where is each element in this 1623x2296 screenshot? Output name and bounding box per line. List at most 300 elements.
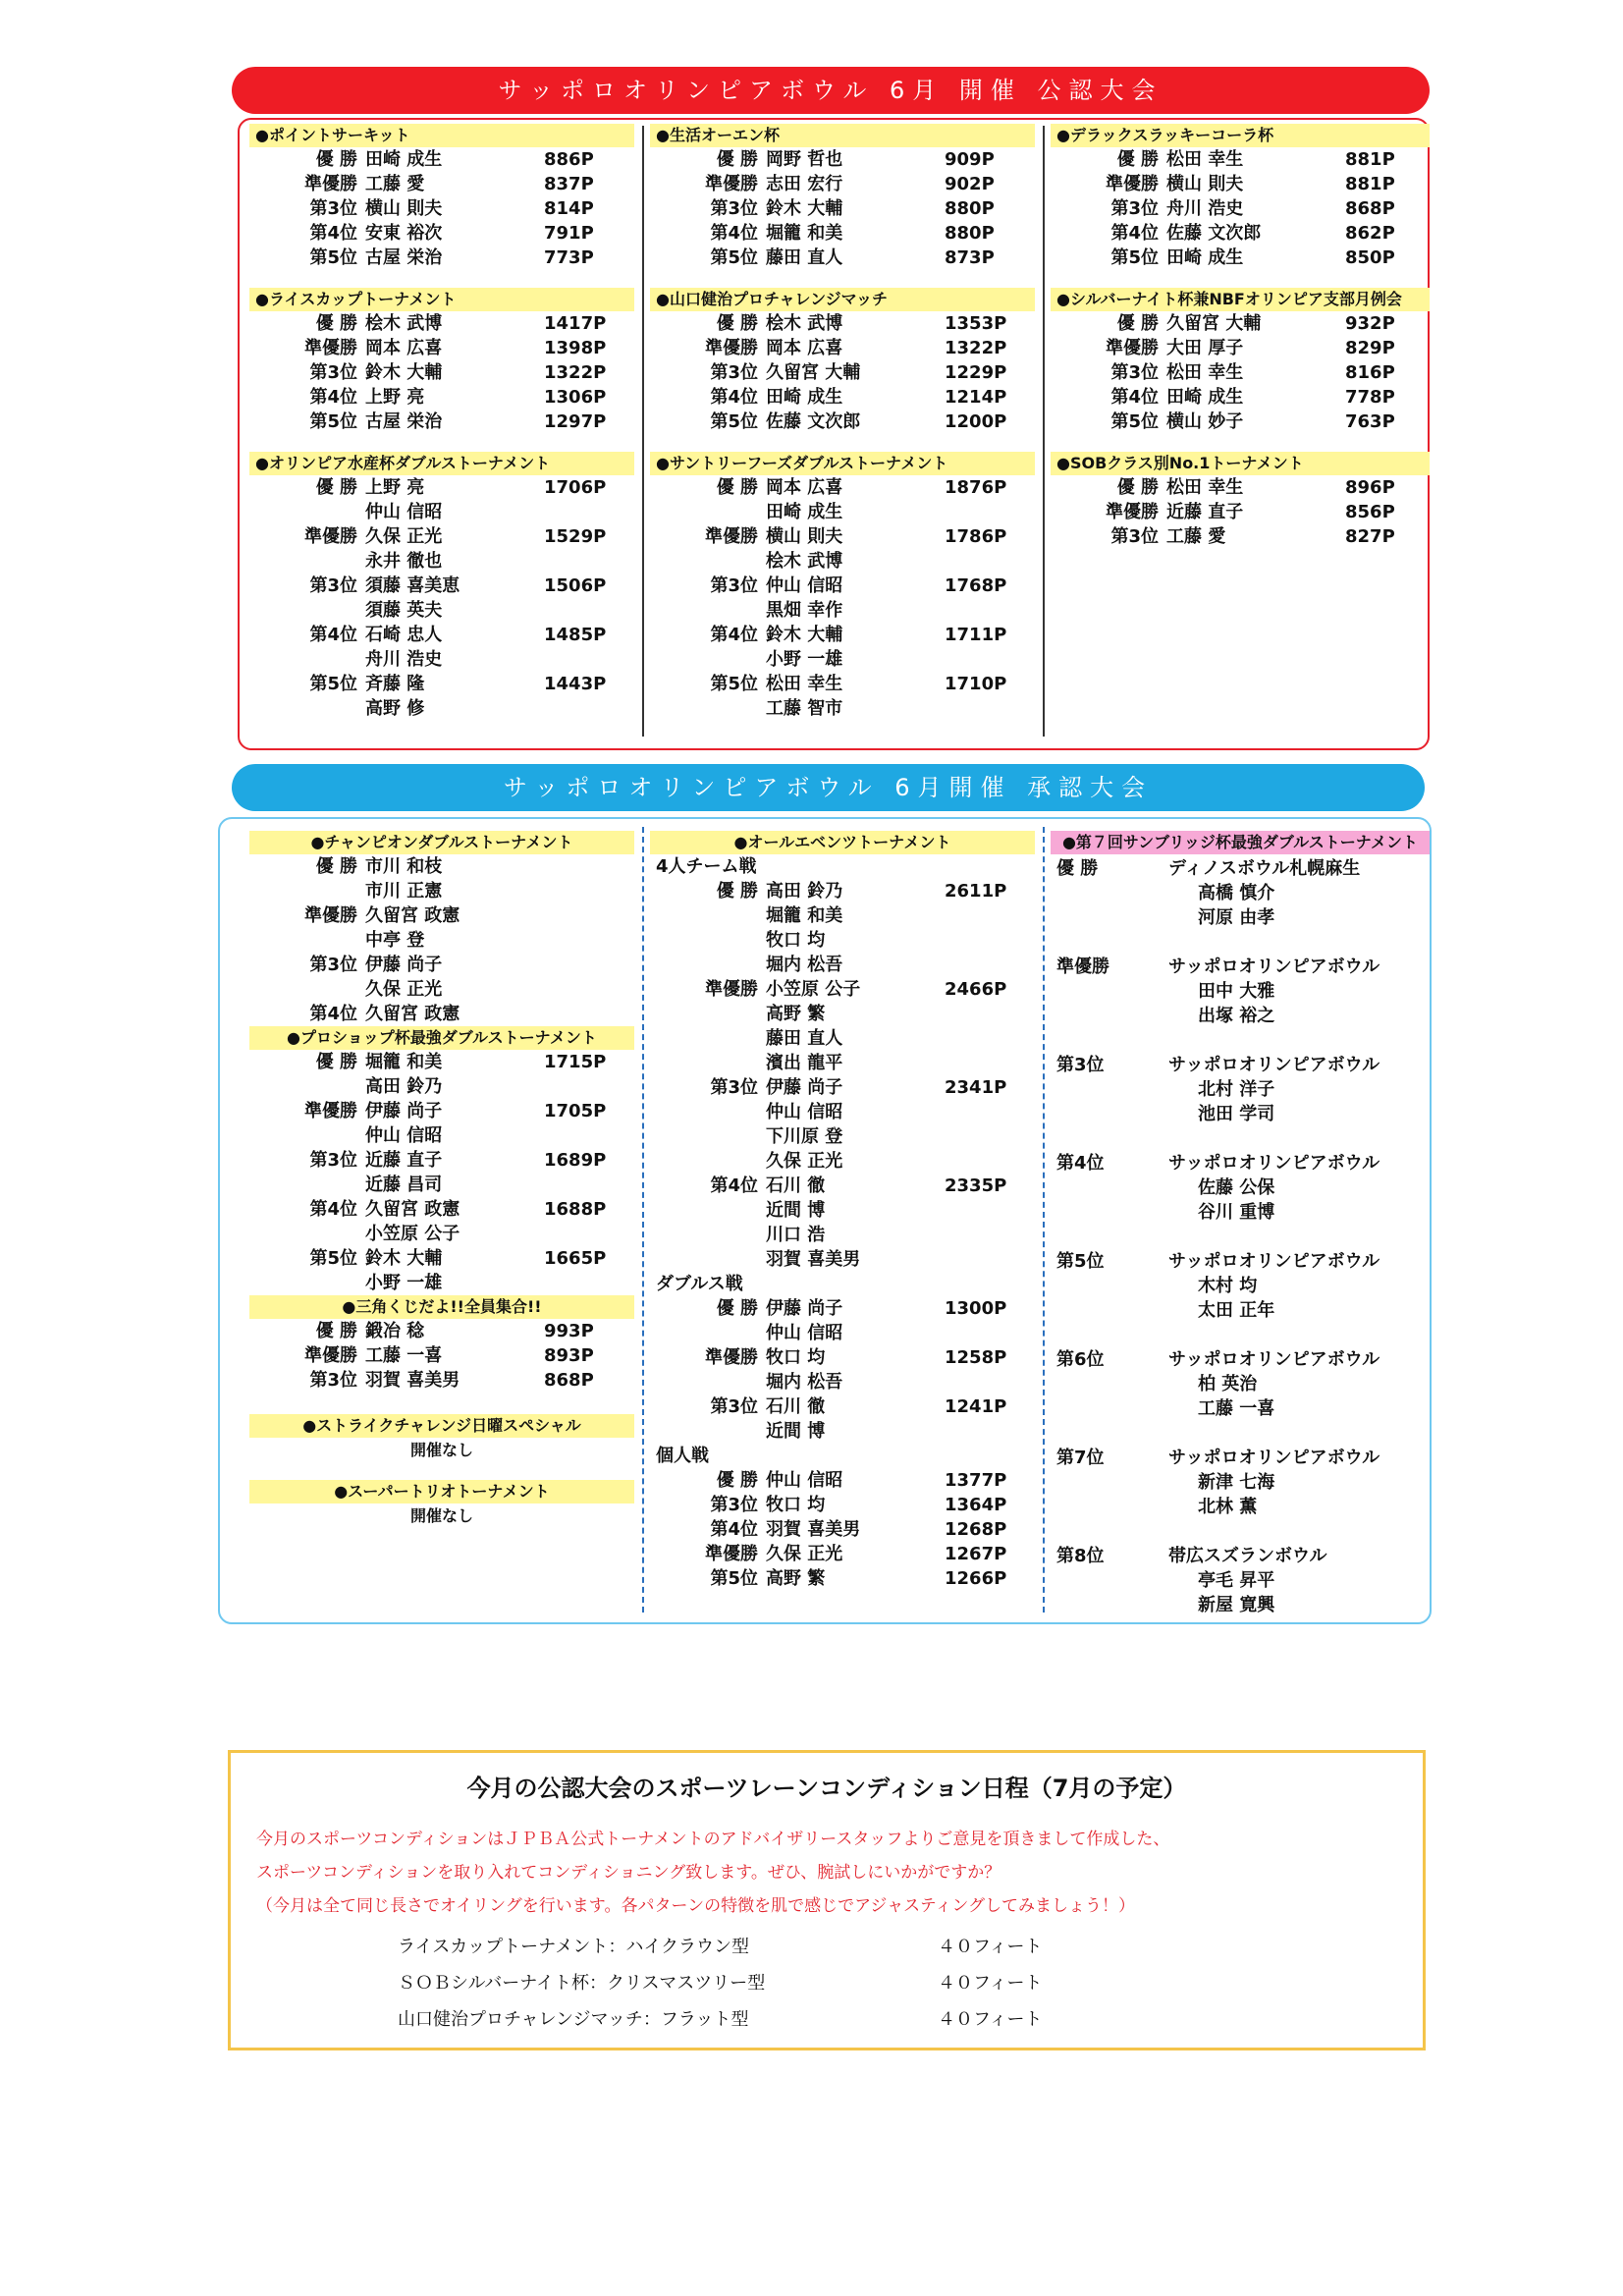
result-row xyxy=(650,953,1035,977)
result-row xyxy=(650,549,1035,574)
player-name: 岡本 広喜 xyxy=(365,338,443,358)
player-name: 鈴木 大輔 xyxy=(365,1248,443,1269)
result-row xyxy=(650,1370,1035,1394)
team-result xyxy=(1051,1053,1430,1126)
rank-label: 準優勝 xyxy=(1106,338,1159,358)
player-name: 堀内 松吾 xyxy=(766,955,843,975)
rank-label: 第4位 xyxy=(309,1004,357,1024)
result-row xyxy=(650,879,1035,903)
result-row xyxy=(249,696,634,721)
team-row xyxy=(1051,1249,1430,1274)
score-value: 850P xyxy=(1345,247,1395,268)
rank-label: 優 勝 xyxy=(1116,313,1159,334)
course-row xyxy=(231,1965,1423,2001)
player-name: 鍛冶 稔 xyxy=(365,1321,425,1341)
score-value: 886P xyxy=(544,149,594,170)
player-name: 鈴木 大輔 xyxy=(365,362,443,383)
player-name: 濱出 龍平 xyxy=(766,1053,843,1073)
rank-label: 第3位 xyxy=(710,1495,758,1515)
score-value: 893P xyxy=(544,1345,594,1366)
player-name: 横山 妙子 xyxy=(1166,411,1244,432)
rank-label: 準優勝 xyxy=(304,1345,357,1366)
team-row xyxy=(1051,1151,1430,1175)
result-row xyxy=(249,524,634,549)
player-name: 松田 幸生 xyxy=(1166,477,1244,498)
result-row xyxy=(1051,311,1430,336)
rank-label: 準優勝 xyxy=(1056,957,1109,977)
player-name: 伊藤 尚子 xyxy=(365,1101,443,1121)
result-row xyxy=(249,1222,634,1246)
player-name: 舟川 浩史 xyxy=(365,649,443,670)
score-value: 1705P xyxy=(544,1101,607,1121)
section-title: ●第７回サンブリッジ杯最強ダブルストーナメント xyxy=(1051,831,1430,854)
rank-label: 第4位 xyxy=(309,1199,357,1220)
player-name: 佐藤 文次郎 xyxy=(766,411,861,432)
result-row xyxy=(1051,410,1430,434)
player-name: 羽賀 喜美男 xyxy=(766,1249,861,1270)
result-row xyxy=(249,1099,634,1123)
result-row xyxy=(650,1468,1035,1493)
course-name: ライスカップトーナメント：ハイクラウン型 xyxy=(398,1937,750,1957)
player-name: 亭毛 昇平 xyxy=(1198,1570,1275,1591)
member-row xyxy=(1051,1298,1430,1323)
rank-label: 準優勝 xyxy=(705,526,758,547)
score-value: 837P xyxy=(544,174,594,194)
player-name: 藤田 直人 xyxy=(766,247,843,268)
rank-label: 優 勝 xyxy=(716,1298,758,1319)
score-value: 1665P xyxy=(544,1248,607,1269)
score-value: 2466P xyxy=(945,979,1007,1000)
course-row xyxy=(231,1929,1423,1965)
rank-label: 第3位 xyxy=(710,1396,758,1417)
rank-label: 準優勝 xyxy=(304,526,357,547)
player-name: 岡本 広喜 xyxy=(766,477,843,498)
rank-label: 準優勝 xyxy=(1106,502,1159,522)
result-row xyxy=(650,360,1035,385)
section-title: ●ポイントサーキット xyxy=(249,124,634,147)
player-name: 石川 徹 xyxy=(766,1396,826,1417)
rank-label: 第4位 xyxy=(710,223,758,244)
result-row xyxy=(249,221,634,246)
team-name: サッポロオリンピアボウル xyxy=(1168,957,1380,977)
player-name: 横山 則夫 xyxy=(365,198,443,219)
score-value: 773P xyxy=(544,247,594,268)
section-title: ●デラックスラッキーコーラ杯 xyxy=(1051,124,1430,147)
rank-label: 第5位 xyxy=(309,247,357,268)
member-row xyxy=(1051,1004,1430,1028)
player-name: 工藤 愛 xyxy=(1166,526,1226,547)
result-row xyxy=(650,311,1035,336)
rank-label: 第3位 xyxy=(309,1150,357,1171)
rank-label: 優 勝 xyxy=(315,856,357,877)
score-value: 816P xyxy=(1345,362,1395,383)
section-title: ●生活オーエン杯 xyxy=(650,124,1035,147)
score-value: 1485P xyxy=(544,625,607,645)
player-name: 横山 則夫 xyxy=(766,526,843,547)
score-value: 1306P xyxy=(544,387,607,408)
rank-label: 第3位 xyxy=(1110,198,1159,219)
result-row xyxy=(1051,246,1430,270)
score-value: 880P xyxy=(945,198,995,219)
rank-label: 優 勝 xyxy=(315,313,357,334)
rank-label: 準優勝 xyxy=(705,174,758,194)
course-name: ＳＯＢシルバーナイト杯：クリスマスツリー型 xyxy=(398,1973,766,1994)
subsection-title: ダブルス戦 xyxy=(656,1274,743,1294)
team-result xyxy=(1051,1347,1430,1421)
result-row xyxy=(249,1002,634,1026)
info-line: 今月のスポーツコンディションはＪＰＢＡ公式トーナメントのアドバイザリースタッフよりご意見を頂きまして作成した、 xyxy=(256,1830,1170,1849)
result-row xyxy=(650,1247,1035,1272)
result-row xyxy=(650,1198,1035,1223)
score-value: 778P xyxy=(1345,387,1395,408)
score-value: 1786P xyxy=(945,526,1007,547)
section-title: ●山口健治プロチャレンジマッチ xyxy=(650,288,1035,311)
score-value: 1715P xyxy=(544,1052,607,1072)
result-row xyxy=(650,147,1035,172)
score-value: 1710P xyxy=(945,674,1007,694)
result-row xyxy=(249,1148,634,1173)
player-name: 工藤 愛 xyxy=(365,174,425,194)
player-name: 佐藤 文次郎 xyxy=(1166,223,1262,244)
divider xyxy=(642,827,644,1613)
result-row xyxy=(650,647,1035,672)
score-value: 896P xyxy=(1345,477,1395,498)
rank-label: 準優勝 xyxy=(705,1544,758,1564)
result-row xyxy=(650,475,1035,500)
score-value: 1443P xyxy=(544,674,607,694)
info-title: 今月の公認大会のスポーツレーンコンディション日程（7月の予定） xyxy=(466,1775,1187,1802)
tournament-section xyxy=(249,1480,634,1528)
player-name: 舟川 浩史 xyxy=(1166,198,1244,219)
player-name: 松田 幸生 xyxy=(766,674,843,694)
player-name: 川口 浩 xyxy=(766,1225,826,1245)
player-name: 河原 由孝 xyxy=(1198,907,1275,928)
player-name: 田中 大雅 xyxy=(1198,981,1275,1002)
player-name: 仲山 信昭 xyxy=(365,1125,443,1146)
result-row xyxy=(249,879,634,903)
rank-label: 第3位 xyxy=(710,575,758,596)
player-name: 田崎 成生 xyxy=(1166,387,1244,408)
result-row xyxy=(650,928,1035,953)
result-row xyxy=(650,1419,1035,1444)
score-value: 881P xyxy=(1345,149,1395,170)
player-name: 堀籠 和美 xyxy=(365,1052,443,1072)
result-row xyxy=(249,953,634,977)
rank-label: 第3位 xyxy=(710,1077,758,1098)
player-name: 牧口 均 xyxy=(766,1347,826,1368)
player-name: 久留宮 政憲 xyxy=(365,1004,460,1024)
rank-label: 優 勝 xyxy=(716,313,758,334)
player-name: 黒畑 幸作 xyxy=(766,600,843,621)
rank-label: 第4位 xyxy=(309,387,357,408)
team-result xyxy=(1051,1446,1430,1519)
player-name: 中亭 登 xyxy=(365,930,425,951)
rank-label: 優 勝 xyxy=(1056,858,1099,879)
result-row xyxy=(650,623,1035,647)
section-title: ●オリンピア水産杯ダブルストーナメント xyxy=(249,452,634,475)
player-name: 鈴木 大輔 xyxy=(766,198,843,219)
rank-label: 第3位 xyxy=(309,955,357,975)
player-name: 横山 則夫 xyxy=(1166,174,1244,194)
result-row xyxy=(650,1542,1035,1566)
player-name: 柏 英治 xyxy=(1198,1374,1258,1394)
rank-label: 第3位 xyxy=(1110,526,1159,547)
member-row xyxy=(1051,905,1430,930)
rank-label: 第5位 xyxy=(710,1568,758,1589)
section-title: ●シルバーナイト杯兼NBFオリンピア支部月例会 xyxy=(1051,288,1430,311)
result-row xyxy=(650,221,1035,246)
result-row xyxy=(650,696,1035,721)
player-name: 近藤 直子 xyxy=(1166,502,1244,522)
tournament-section xyxy=(249,1295,634,1393)
tournament-section xyxy=(1051,124,1430,270)
result-row xyxy=(650,672,1035,696)
player-name: 北林 薫 xyxy=(1198,1497,1258,1517)
result-row xyxy=(1051,385,1430,410)
rank-label: 第3位 xyxy=(309,362,357,383)
rank-label: 第3位 xyxy=(1056,1055,1105,1075)
player-name: 近間 博 xyxy=(766,1421,826,1442)
player-name: 仲山 信昭 xyxy=(766,1470,843,1491)
section-title: ●サントリーフーズダブルストーナメント xyxy=(650,452,1035,475)
rank-label: 第3位 xyxy=(1110,362,1159,383)
rank-label: 第4位 xyxy=(309,625,357,645)
player-name: 高野 繁 xyxy=(766,1004,826,1024)
team-row xyxy=(1051,856,1430,881)
score-value: 868P xyxy=(544,1370,594,1391)
member-row xyxy=(1051,1102,1430,1126)
result-row xyxy=(650,1566,1035,1591)
result-row xyxy=(249,647,634,672)
rank-label: 第4位 xyxy=(1110,387,1159,408)
rank-label: 優 勝 xyxy=(315,1321,357,1341)
result-row xyxy=(650,385,1035,410)
player-name: 桧木 武博 xyxy=(766,551,843,572)
team-name: 帯広スズランボウル xyxy=(1168,1546,1327,1566)
player-name: 志田 宏行 xyxy=(766,174,843,194)
player-name: 新屋 寛興 xyxy=(1198,1595,1275,1615)
bottom-banner: サッポロオリンピアボウル 6月開催 承認大会 xyxy=(232,764,1425,811)
result-row xyxy=(249,172,634,196)
player-name: 高野 繁 xyxy=(766,1568,826,1589)
course-name: 山口健治プロチャレンジマッチ：フラット型 xyxy=(398,2009,749,2030)
player-name: 近藤 直子 xyxy=(365,1150,443,1171)
tournament-section xyxy=(249,124,634,270)
result-row xyxy=(1051,336,1430,360)
section-title: ●ライスカップトーナメント xyxy=(249,288,634,311)
rank-label: 第3位 xyxy=(309,1370,357,1391)
rank-label: 優 勝 xyxy=(716,881,758,902)
tournament-section xyxy=(650,124,1035,270)
player-name: 高橋 慎介 xyxy=(1198,883,1275,903)
team-name: ディノスボウル札幌麻生 xyxy=(1168,858,1361,879)
player-name: 新津 七海 xyxy=(1198,1472,1275,1493)
result-row xyxy=(650,574,1035,598)
player-name: 久留宮 大輔 xyxy=(1166,313,1262,334)
result-row xyxy=(1051,172,1430,196)
score-value: 1689P xyxy=(544,1150,607,1171)
score-value: 1706P xyxy=(544,477,607,498)
player-name: 大田 厚子 xyxy=(1166,338,1244,358)
result-row xyxy=(249,1343,634,1368)
result-row xyxy=(650,1100,1035,1124)
score-value: 862P xyxy=(1345,223,1395,244)
result-row xyxy=(650,500,1035,524)
player-name: 近間 博 xyxy=(766,1200,826,1221)
result-row xyxy=(249,574,634,598)
shonin-column-1 xyxy=(249,831,634,1528)
rank-label: 優 勝 xyxy=(315,477,357,498)
score-value: 791P xyxy=(544,223,594,244)
result-row xyxy=(650,196,1035,221)
result-row xyxy=(650,1075,1035,1100)
shonin-column-2 xyxy=(650,831,1035,1591)
rank-label: 準優勝 xyxy=(304,905,357,926)
player-name: 久保 正光 xyxy=(365,526,443,547)
course-row xyxy=(231,2001,1423,2038)
koninn-column-1 xyxy=(249,124,634,738)
member-row xyxy=(1051,1495,1430,1519)
result-row xyxy=(650,1149,1035,1174)
rank-label: 第3位 xyxy=(710,198,758,219)
result-row xyxy=(249,385,634,410)
tournament-section xyxy=(249,452,634,721)
team-row xyxy=(1051,1544,1430,1568)
score-value: 1200P xyxy=(945,411,1007,432)
player-name: 上野 亮 xyxy=(365,477,425,498)
score-value: 1297P xyxy=(544,411,607,432)
subsection-title: 4人チーム戦 xyxy=(656,856,757,877)
rank-label: 第4位 xyxy=(309,223,357,244)
section-title: ●オールエベンツトーナメント xyxy=(650,831,1035,854)
result-row xyxy=(1051,524,1430,549)
result-row xyxy=(650,524,1035,549)
score-value: 1241P xyxy=(945,1396,1007,1417)
score-value: 1353P xyxy=(945,313,1007,334)
rank-label: 第4位 xyxy=(710,625,758,645)
score-value: 2341P xyxy=(945,1077,1007,1098)
rank-label: 第3位 xyxy=(309,198,357,219)
team-result xyxy=(1051,1151,1430,1225)
member-row xyxy=(1051,1470,1430,1495)
player-name: 佐藤 公保 xyxy=(1198,1177,1275,1198)
score-value: 909P xyxy=(945,149,995,170)
divider xyxy=(1043,827,1045,1613)
team-name: サッポロオリンピアボウル xyxy=(1168,1448,1380,1468)
score-value: 1688P xyxy=(544,1199,607,1220)
result-row xyxy=(249,1074,634,1099)
result-row xyxy=(1051,500,1430,524)
info-line: スポーツコンディションを取り入れてコンディショニング致します。ぜひ、腕試しにいかがですか？ xyxy=(256,1863,1001,1883)
not-held-label: 開催なし xyxy=(409,1506,473,1525)
score-value: 1268P xyxy=(945,1519,1007,1540)
result-row xyxy=(1051,475,1430,500)
rank-label: 第4位 xyxy=(1110,223,1159,244)
score-value: 856P xyxy=(1345,502,1395,522)
player-name: 堀内 松吾 xyxy=(766,1372,843,1393)
player-name: 木村 均 xyxy=(1198,1276,1258,1296)
player-name: 小野 一雄 xyxy=(766,649,843,670)
member-row xyxy=(1051,979,1430,1004)
score-value: 1506P xyxy=(544,575,607,596)
result-row xyxy=(650,1517,1035,1542)
rank-label: 第8位 xyxy=(1056,1546,1105,1566)
player-name: 岡本 広喜 xyxy=(766,338,843,358)
rank-label: 第5位 xyxy=(309,411,357,432)
member-row xyxy=(1051,1274,1430,1298)
rank-label: 準優勝 xyxy=(304,1101,357,1121)
player-name: 小笠原 公子 xyxy=(766,979,861,1000)
player-name: 伊藤 尚子 xyxy=(766,1298,843,1319)
score-value: 902P xyxy=(945,174,995,194)
result-row xyxy=(249,1050,634,1074)
score-value: 1258P xyxy=(945,1347,1007,1368)
player-name: 古屋 栄治 xyxy=(365,247,443,268)
player-name: 羽賀 喜美男 xyxy=(766,1519,861,1540)
player-name: 久保 正光 xyxy=(766,1544,843,1564)
section-title: ●ストライクチャレンジ日曜スペシャル xyxy=(249,1414,634,1438)
section-title: ●SOBクラス別No.1トーナメント xyxy=(1051,452,1430,475)
member-row xyxy=(1051,1593,1430,1617)
rank-label: 優 勝 xyxy=(716,149,758,170)
result-row xyxy=(650,172,1035,196)
team-name: サッポロオリンピアボウル xyxy=(1168,1349,1380,1370)
divider xyxy=(642,126,644,737)
rank-label: 優 勝 xyxy=(1116,477,1159,498)
player-name: 久保 正光 xyxy=(365,979,443,1000)
team-result xyxy=(1051,1544,1430,1617)
player-name: 羽賀 喜美男 xyxy=(365,1370,460,1391)
result-row xyxy=(249,1123,634,1148)
course-length: ４０フィート xyxy=(938,2009,1043,2030)
result-row xyxy=(1051,360,1430,385)
result-row xyxy=(249,1368,634,1393)
rank-label: 準優勝 xyxy=(1106,174,1159,194)
result-row xyxy=(249,1271,634,1295)
team-name: サッポロオリンピアボウル xyxy=(1168,1251,1380,1272)
result-row xyxy=(650,336,1035,360)
score-value: 1711P xyxy=(945,625,1007,645)
info-line: （今月は全て同じ長さでオイリングを行います。各パターンの特徴を肌で感じでアジャスティングしてみましょう！） xyxy=(256,1896,1136,1916)
player-name: 伊藤 尚子 xyxy=(365,955,443,975)
player-name: 伊藤 尚子 xyxy=(766,1077,843,1098)
player-name: 小笠原 公子 xyxy=(365,1224,460,1244)
score-value: 1214P xyxy=(945,387,1007,408)
result-row xyxy=(249,549,634,574)
member-row xyxy=(1051,1200,1430,1225)
player-name: 田崎 成生 xyxy=(766,387,843,408)
section-title: ●三角くじだよ!!全員集合!! xyxy=(249,1295,634,1319)
rank-label: 優 勝 xyxy=(315,1052,357,1072)
player-name: 安東 裕次 xyxy=(365,223,443,244)
divider xyxy=(1043,126,1045,737)
player-name: 牧口 均 xyxy=(766,930,826,951)
score-value: 1322P xyxy=(544,362,607,383)
rank-label: 優 勝 xyxy=(315,149,357,170)
player-name: 牧口 均 xyxy=(766,1495,826,1515)
score-value: 1300P xyxy=(945,1298,1007,1319)
result-row xyxy=(249,500,634,524)
result-row xyxy=(249,623,634,647)
score-value: 1229P xyxy=(945,362,1007,383)
result-row xyxy=(1051,196,1430,221)
player-name: 須藤 英夫 xyxy=(365,600,443,621)
tournament-section xyxy=(249,288,634,434)
result-row xyxy=(650,1394,1035,1419)
result-row xyxy=(650,246,1035,270)
player-name: 久留宮 政憲 xyxy=(365,1199,460,1220)
team-name: サッポロオリンピアボウル xyxy=(1168,1153,1380,1174)
